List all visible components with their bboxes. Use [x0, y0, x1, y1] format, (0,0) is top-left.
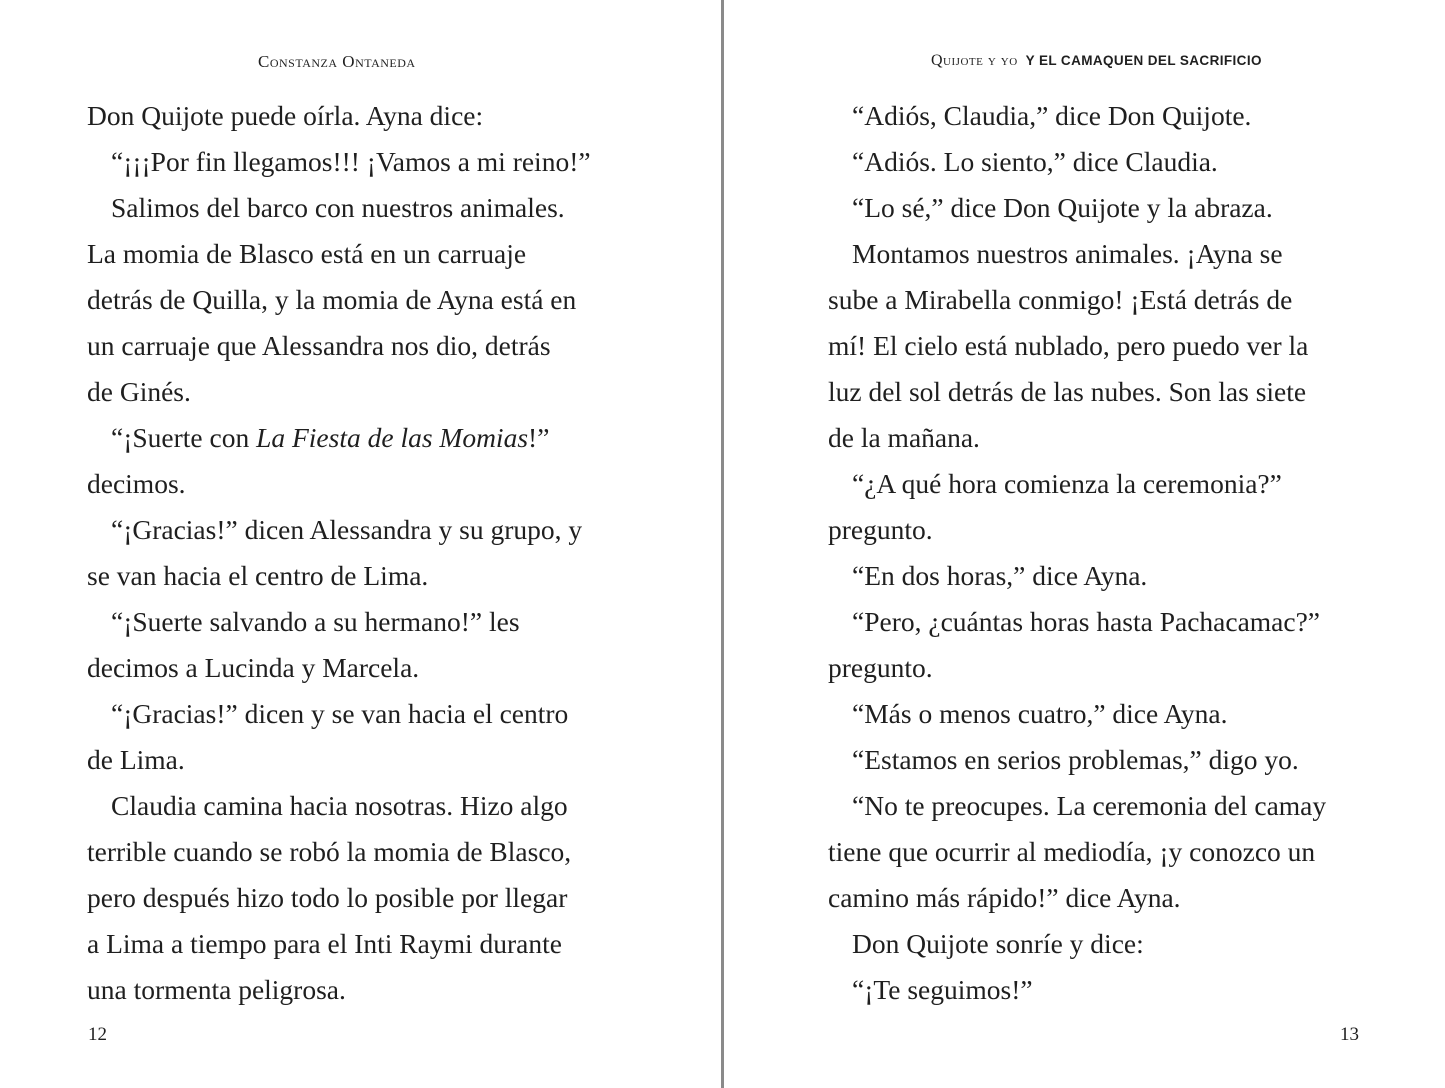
text-line: “¡Suerte salvando a su hermano!” les	[111, 606, 520, 637]
text-line: Don Quijote sonríe y dice:	[852, 928, 1144, 959]
running-head-title	[931, 52, 1262, 70]
text-line: un carruaje que Alessandra nos dio, detrás	[87, 330, 551, 361]
running-head-series: Quijote y yo	[931, 52, 1018, 69]
text-line: de Lima.	[87, 744, 185, 775]
text-line: “En dos horas,” dice Ayna.	[852, 560, 1148, 591]
text-line: Claudia camina hacia nosotras. Hizo algo	[111, 790, 568, 821]
text-line: a Lima a tiempo para el Inti Raymi durante	[87, 928, 562, 959]
text-line: de la mañana.	[828, 422, 980, 453]
text-line: “No te preocupes. La ceremonia del camay	[852, 790, 1327, 821]
text-line: detrás de Quilla, y la momia de Ayna está en	[87, 284, 577, 315]
text-line: “Estamos en serios problemas,” digo yo.	[852, 744, 1299, 775]
text-line: Montamos nuestros animales. ¡Ayna se	[852, 238, 1283, 269]
text-line: “Adiós, Claudia,” dice Don Quijote.	[852, 100, 1252, 131]
text-line: “Pero, ¿cuántas horas hasta Pachacamac?”	[852, 606, 1321, 637]
text-line: “¡Te seguimos!”	[852, 974, 1033, 1005]
text-line: La momia de Blasco está en un carruaje	[87, 238, 527, 269]
text-line: “Adiós. Lo siento,” dice Claudia.	[852, 146, 1218, 177]
right-page	[724, 0, 1445, 1088]
text-segment: “¡Suerte con	[111, 422, 257, 453]
book-title-italic: La Fiesta de las Momias	[256, 422, 529, 453]
text-line: “¡Gracias!” dicen Alessandra y su grupo, y	[111, 514, 583, 545]
text-line: de Ginés.	[87, 376, 191, 407]
text-line: “Más o menos cuatro,” dice Ayna.	[852, 698, 1228, 729]
text-line: terrible cuando se robó la momia de Blasco,	[87, 836, 572, 867]
text-line: luz del sol detrás de las nubes. Son las siete	[828, 376, 1307, 407]
right-body-text	[828, 93, 1373, 1013]
text-line: pero después hizo todo lo posible por llegar	[87, 882, 568, 913]
text-line: decimos.	[87, 468, 186, 499]
text-line: sube a Mirabella conmigo! ¡Está detrás de	[828, 284, 1293, 315]
running-head-book-title: Y EL CAMAQUEN DEL SACRIFICIO	[1025, 53, 1262, 68]
text-line: decimos a Lucinda y Marcela.	[87, 652, 420, 683]
page-number: 13	[1340, 1024, 1359, 1045]
text-segment: !”	[528, 422, 550, 453]
text-line: “¿A qué hora comienza la ceremonia?”	[852, 468, 1282, 499]
text-line: “¡¡¡Por fin llegamos!!! ¡Vamos a mi reino!”	[111, 146, 591, 177]
text-line: Don Quijote puede oírla. Ayna dice:	[87, 100, 484, 131]
left-body-text	[87, 93, 627, 1013]
text-line: una tormenta peligrosa.	[87, 974, 346, 1005]
text-line-with-italic	[87, 415, 627, 461]
text-line: pregunto.	[828, 514, 933, 545]
left-page	[0, 0, 722, 1088]
text-line: se van hacia el centro de Lima.	[87, 560, 429, 591]
text-line: “¡Gracias!” dicen y se van hacia el centro	[111, 698, 569, 729]
text-line: mí! El cielo está nublado, pero puedo ver la	[828, 330, 1309, 361]
running-head-author: Constanza Ontaneda	[258, 52, 416, 71]
text-line: camino más rápido!” dice Ayna.	[828, 882, 1181, 913]
page-number: 12	[88, 1024, 107, 1045]
text-line: “Lo sé,” dice Don Quijote y la abraza.	[852, 192, 1273, 223]
text-line: pregunto.	[828, 652, 933, 683]
text-line: tiene que ocurrir al mediodía, ¡y conozco un	[828, 836, 1316, 867]
text-line: Salimos del barco con nuestros animales.	[111, 192, 565, 223]
